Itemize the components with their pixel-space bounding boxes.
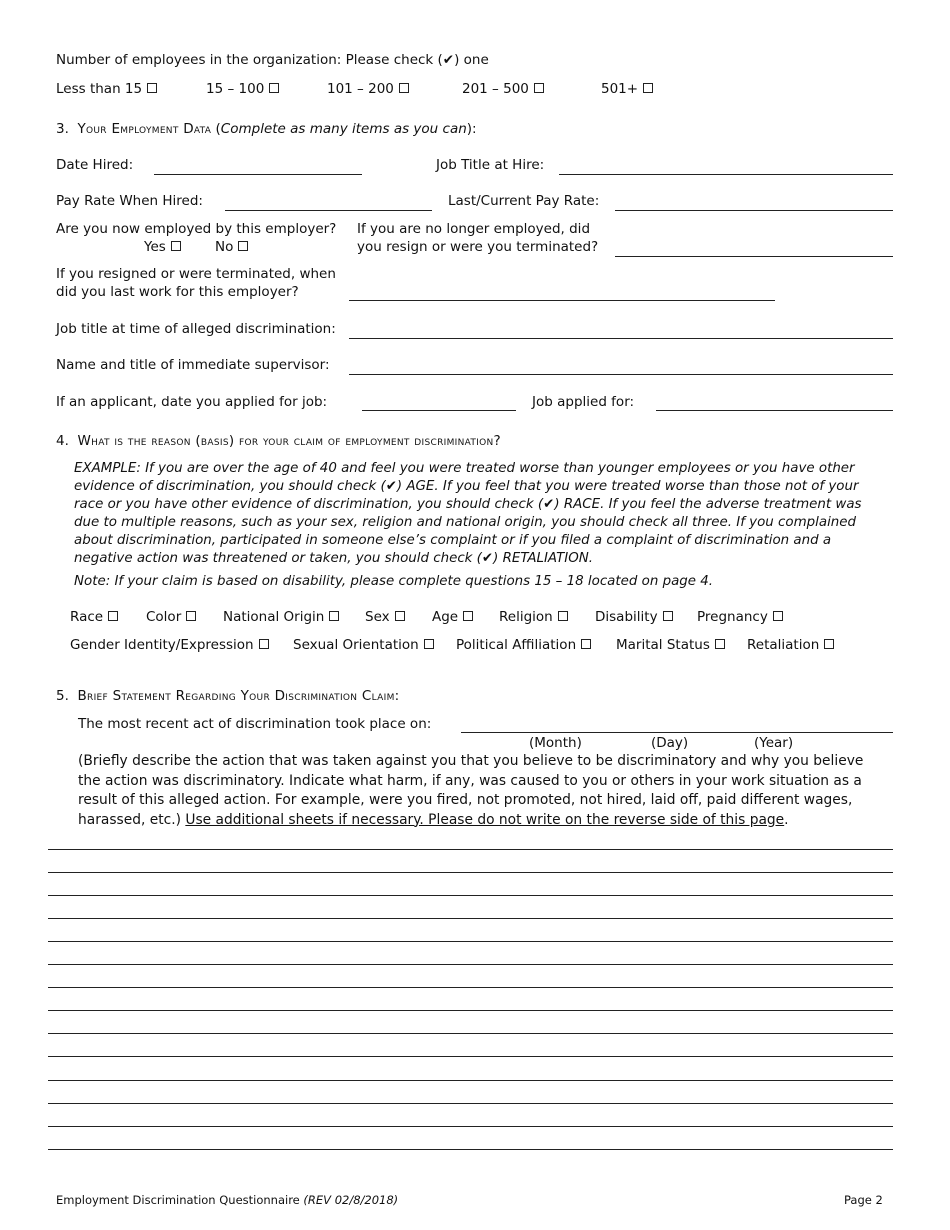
no-longer-employed-question-line1: If you are no longer employed, did xyxy=(357,221,591,237)
option-101-200[interactable]: 101 – 200 xyxy=(327,81,409,97)
checkbox-icon[interactable] xyxy=(399,83,409,93)
checkbox-icon[interactable] xyxy=(643,83,653,93)
writing-line[interactable] xyxy=(48,964,893,965)
recent-act-label: The most recent act of discrimination took place on: xyxy=(78,716,432,732)
reverse-side-warning: Use additional sheets if necessary. Please do not write on the reverse side of this page xyxy=(185,811,785,828)
last-work-question-line2: did you last work for this employer? xyxy=(56,284,299,300)
section-4-heading: 4. What is the reason (basis) for your claim of employment discrimination? xyxy=(56,433,502,449)
checkbox-icon[interactable] xyxy=(329,611,339,621)
writing-line[interactable] xyxy=(48,1033,893,1034)
current-pay-rate-field[interactable] xyxy=(615,210,893,211)
writing-line[interactable] xyxy=(48,1080,893,1081)
date-hired-label: Date Hired: xyxy=(56,157,134,173)
writing-line[interactable] xyxy=(48,895,893,896)
checkbox-icon[interactable] xyxy=(715,639,725,649)
checkbox-icon[interactable] xyxy=(269,83,279,93)
now-employed-yes[interactable]: Yes xyxy=(144,239,181,255)
basis-retaliation[interactable]: Retaliation xyxy=(747,637,834,653)
writing-line[interactable] xyxy=(48,1056,893,1057)
checkbox-icon[interactable] xyxy=(824,639,834,649)
current-pay-rate-label: Last/Current Pay Rate: xyxy=(448,193,600,209)
option-15-100[interactable]: 15 – 100 xyxy=(206,81,279,97)
writing-line[interactable] xyxy=(48,1103,893,1104)
writing-line[interactable] xyxy=(48,941,893,942)
option-201-500[interactable]: 201 – 500 xyxy=(462,81,544,97)
basis-color[interactable]: Color xyxy=(146,609,196,625)
supervisor-label: Name and title of immediate supervisor: xyxy=(56,357,330,373)
supervisor-field[interactable] xyxy=(349,374,893,375)
basis-disability[interactable]: Disability xyxy=(595,609,673,625)
basis-political-affiliation[interactable]: Political Affiliation xyxy=(456,637,591,653)
last-work-question-line1: If you resigned or were terminated, when xyxy=(56,266,336,282)
discrimination-example: EXAMPLE: If you are over the age of 40 and feel you were treated worse than younger employees or you have other evidence of discrimination, you should check (✔) AGE. If you feel that you were treated worse than those not of your race or you have other evidence of discrimination, you should check (✔) RACE. If you feel the adverse treatment was due to multiple reasons, such as your sex, religion and national origin, you should check all three. If you complained about discrimination, participated in someone else’s complaint or if you filed a complaint of discrimination and a negative action was threatened or taken, you should check (✔) RETALIATION. xyxy=(74,461,862,566)
date-hired-field[interactable] xyxy=(154,174,362,175)
basis-sex[interactable]: Sex xyxy=(365,609,405,625)
job-applied-label: Job applied for: xyxy=(532,394,635,410)
resign-terminated-field[interactable] xyxy=(615,256,893,257)
pay-rate-hired-label: Pay Rate When Hired: xyxy=(56,193,203,209)
applicant-date-label: If an applicant, date you applied for job: xyxy=(56,394,328,410)
checkbox-icon[interactable] xyxy=(238,241,248,251)
checkbox-icon[interactable] xyxy=(773,611,783,621)
day-label: (Day) xyxy=(651,735,689,751)
pay-rate-hired-field[interactable] xyxy=(225,210,432,211)
checkbox-icon[interactable] xyxy=(534,83,544,93)
checkbox-icon[interactable] xyxy=(424,639,434,649)
month-label: (Month) xyxy=(529,735,582,751)
checkbox-icon[interactable] xyxy=(259,639,269,649)
last-work-date-field[interactable] xyxy=(349,300,775,301)
year-label: (Year) xyxy=(754,735,794,751)
writing-line[interactable] xyxy=(48,987,893,988)
writing-line[interactable] xyxy=(48,849,893,850)
checkbox-icon[interactable] xyxy=(395,611,405,621)
checkbox-icon[interactable] xyxy=(581,639,591,649)
basis-marital-status[interactable]: Marital Status xyxy=(616,637,725,653)
checkbox-icon[interactable] xyxy=(663,611,673,621)
disability-note: Note: If your claim is based on disability, please complete questions 15 – 18 located on page 4. xyxy=(74,574,714,589)
job-title-hire-field[interactable] xyxy=(559,174,893,175)
no-longer-employed-question-line2: you resign or were you terminated? xyxy=(357,239,599,255)
option-501-plus[interactable]: 501+ xyxy=(601,81,653,97)
writing-line[interactable] xyxy=(48,1010,893,1011)
basis-pregnancy[interactable]: Pregnancy xyxy=(697,609,783,625)
job-title-discrimination-label: Job title at time of alleged discrimination: xyxy=(56,321,336,337)
checkbox-icon[interactable] xyxy=(558,611,568,621)
basis-sexual-orientation[interactable]: Sexual Orientation xyxy=(293,637,434,653)
footer-form-name: Employment Discrimination Questionnaire (REV 02/8/2018) xyxy=(56,1193,399,1207)
page-number: Page 2 xyxy=(844,1193,883,1207)
basis-national-origin[interactable]: National Origin xyxy=(223,609,339,625)
checkbox-icon[interactable] xyxy=(463,611,473,621)
writing-line[interactable] xyxy=(48,918,893,919)
option-less-than-15[interactable]: Less than 15 xyxy=(56,81,157,97)
basis-age[interactable]: Age xyxy=(432,609,473,625)
basis-religion[interactable]: Religion xyxy=(499,609,568,625)
job-applied-field[interactable] xyxy=(656,410,893,411)
basis-gender-identity[interactable]: Gender Identity/Expression xyxy=(70,637,269,653)
checkbox-icon[interactable] xyxy=(186,611,196,621)
writing-line[interactable] xyxy=(48,1126,893,1127)
section-3-heading: 3. Your Employment Data (Complete as many items as you can): xyxy=(56,121,477,137)
job-title-hire-label: Job Title at Hire: xyxy=(436,157,545,173)
basis-race[interactable]: Race xyxy=(70,609,118,625)
checkbox-icon[interactable] xyxy=(171,241,181,251)
writing-line[interactable] xyxy=(48,1149,893,1150)
employee-count-question: Number of employees in the organization: Please check (✔) one xyxy=(56,52,489,68)
section-5-heading: 5. Brief Statement Regarding Your Discrimination Claim: xyxy=(56,688,400,704)
writing-line[interactable] xyxy=(48,872,893,873)
statement-instructions: (Briefly describe the action that was taken against you that you believe to be discriminatory and why you believe the action was discriminatory. Indicate what harm, if any, was caused to you or others in your work situation as a result of this alleged action. For example, were you fired, not promoted, not hired, laid off, paid different wages, harassed, etc.) Use additional sheets if necessary. Please do not write on the reverse side of this page. xyxy=(78,753,864,828)
now-employed-no[interactable]: No xyxy=(215,239,248,255)
recent-act-date-field[interactable] xyxy=(461,732,893,733)
checkbox-icon[interactable] xyxy=(108,611,118,621)
checkbox-icon[interactable] xyxy=(147,83,157,93)
now-employed-question: Are you now employed by this employer? xyxy=(56,221,337,237)
applicant-date-field[interactable] xyxy=(362,410,516,411)
job-title-discrimination-field[interactable] xyxy=(349,338,893,339)
